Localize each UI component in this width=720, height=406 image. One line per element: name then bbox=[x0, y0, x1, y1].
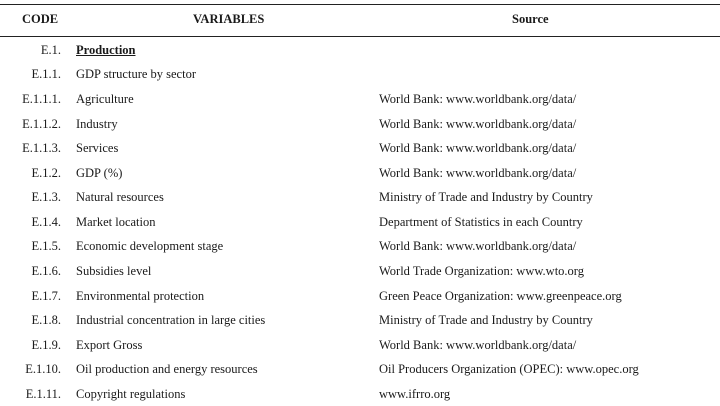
table-row bbox=[0, 112, 720, 136]
header-source: Source bbox=[512, 12, 549, 26]
row-source: World Bank: www.worldbank.org/data/ bbox=[379, 92, 577, 106]
row-source: www.ifrro.org bbox=[379, 387, 451, 401]
row-code: E.1.8. bbox=[31, 313, 61, 327]
row-variable: Production bbox=[76, 43, 136, 57]
row-variable: Industry bbox=[76, 117, 118, 131]
row-variable: Oil production and energy resources bbox=[76, 362, 258, 376]
table-row bbox=[0, 185, 720, 209]
row-variable: GDP structure by sector bbox=[76, 67, 196, 81]
table-top-rule bbox=[0, 4, 720, 5]
row-variable: Agriculture bbox=[76, 92, 134, 106]
row-code: E.1.2. bbox=[31, 166, 61, 180]
table-row bbox=[0, 38, 720, 62]
row-code: E.1.1.3. bbox=[22, 141, 61, 155]
row-source: World Trade Organization: www.wto.org bbox=[379, 264, 584, 278]
row-variable: Environmental protection bbox=[76, 289, 205, 303]
row-source: World Bank: www.worldbank.org/data/ bbox=[379, 141, 577, 155]
table-row bbox=[0, 210, 720, 234]
header-code: CODE bbox=[22, 12, 59, 26]
table-row bbox=[0, 234, 720, 258]
table-row bbox=[0, 308, 720, 332]
table-row bbox=[0, 136, 720, 160]
row-variable: GDP (%) bbox=[76, 166, 123, 180]
row-variable: Subsidies level bbox=[76, 264, 152, 278]
row-code: E.1. bbox=[40, 43, 61, 57]
table-row bbox=[0, 62, 720, 86]
header-variables: VARIABLES bbox=[193, 12, 265, 26]
row-code: E.1.11. bbox=[25, 387, 61, 401]
row-code: E.1.6. bbox=[31, 264, 61, 278]
row-code: E.1.10. bbox=[25, 362, 61, 376]
table-row bbox=[0, 357, 720, 381]
row-code: E.1.3. bbox=[31, 190, 61, 204]
row-variable: Copyright regulations bbox=[76, 387, 186, 401]
row-variable: Industrial concentration in large cities bbox=[76, 313, 266, 327]
row-source: World Bank: www.worldbank.org/data/ bbox=[379, 338, 577, 352]
table-row bbox=[0, 161, 720, 185]
row-code: E.1.7. bbox=[31, 289, 61, 303]
table-row bbox=[0, 284, 720, 308]
table-header-rule bbox=[0, 36, 720, 37]
row-code: E.1.5. bbox=[31, 239, 61, 253]
row-variable: Export Gross bbox=[76, 338, 143, 352]
row-variable: Natural resources bbox=[76, 190, 164, 204]
row-source: Green Peace Organization: www.greenpeace.org bbox=[379, 289, 622, 303]
row-source: World Bank: www.worldbank.org/data/ bbox=[379, 239, 577, 253]
row-source: Department of Statistics in each Country bbox=[379, 215, 583, 229]
row-source: World Bank: www.worldbank.org/data/ bbox=[379, 166, 577, 180]
row-source: Oil Producers Organization (OPEC): www.opec.org bbox=[379, 362, 639, 376]
row-source: World Bank: www.worldbank.org/data/ bbox=[379, 117, 577, 131]
table-row bbox=[0, 259, 720, 283]
row-code: E.1.4. bbox=[31, 215, 61, 229]
table-row bbox=[0, 87, 720, 111]
row-variable: Market location bbox=[76, 215, 156, 229]
row-code: E.1.1.1. bbox=[22, 92, 61, 106]
row-source: Ministry of Trade and Industry by Country bbox=[379, 313, 593, 327]
row-source: Ministry of Trade and Industry by Country bbox=[379, 190, 593, 204]
table-row bbox=[0, 382, 720, 406]
row-variable: Services bbox=[76, 141, 119, 155]
row-code: E.1.9. bbox=[31, 338, 61, 352]
row-code: E.1.1.2. bbox=[22, 117, 61, 131]
row-code: E.1.1. bbox=[31, 67, 61, 81]
table-row bbox=[0, 333, 720, 357]
row-variable: Economic development stage bbox=[76, 239, 224, 253]
